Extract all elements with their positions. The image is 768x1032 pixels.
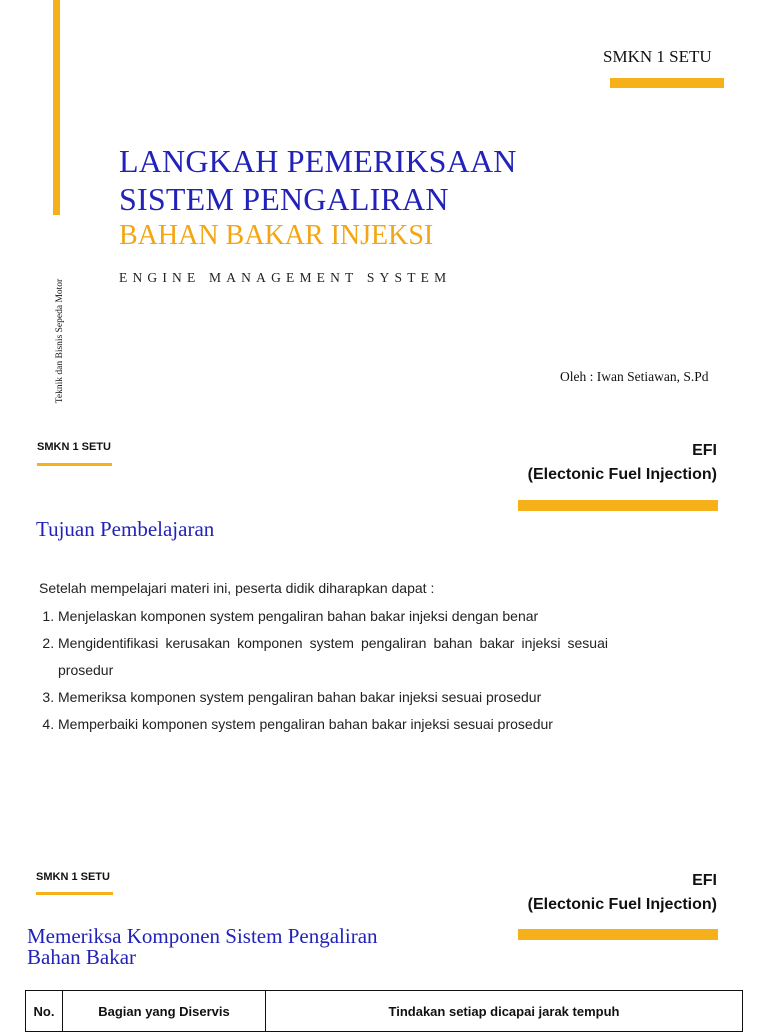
table-header-row	[26, 991, 743, 1032]
subtitle: ENGINE MANAGEMENT SYSTEM	[119, 270, 452, 285]
vertical-accent-bar	[53, 0, 60, 215]
slide3-efi: EFI	[692, 872, 717, 889]
slide2-efi-heading	[528, 439, 717, 487]
slide3-title-line-2: Bahan Bakar	[27, 945, 137, 969]
goal-item: 3. Memeriksa komponen system pengaliran bahan bakar injeksi sesuai prosedur	[58, 684, 608, 711]
title-line-2: SISTEM PENGALIRAN	[119, 181, 449, 217]
author: Oleh : Iwan Setiawan, S.Pd	[560, 369, 709, 384]
slide2-school-underline	[37, 463, 112, 466]
slide3-efi-heading	[528, 869, 717, 917]
goal-item: 1. Menjelaskan komponen system pengaliran bahan bakar injeksi dengan benar	[58, 603, 608, 630]
title-line-1: LANGKAH PEMERIKSAAN	[119, 143, 517, 179]
slide3-school-name: SMKN 1 SETU	[36, 871, 110, 883]
main-title	[119, 142, 517, 218]
slide3-efi-full: (Electonic Fuel Injection)	[527, 896, 717, 913]
title-line-3: BAHAN BAKAR INJEKSI	[119, 220, 434, 251]
table-header-action: Tindakan setiap dicapai jarak tempuh	[266, 991, 743, 1032]
table-header-no: No.	[26, 991, 63, 1032]
school-name: SMKN 1 SETU	[603, 47, 712, 66]
goal-item: 4. Memperbaiki komponen system pengaliran bahan bakar injeksi sesuai prosedur	[58, 711, 608, 738]
school-underline	[610, 78, 724, 88]
slide2-section-title: Tujuan Pembelajaran	[36, 517, 215, 541]
slide2-school-name: SMKN 1 SETU	[37, 441, 111, 453]
slide3-section-title	[27, 926, 378, 968]
goals-intro: Setelah mempelajari materi ini, peserta didik diharapkan dapat :	[39, 580, 435, 596]
slide3-school-underline	[36, 892, 113, 895]
table-header-part: Bagian yang Diservis	[63, 991, 266, 1032]
slide3-efi-underline	[518, 929, 718, 940]
slide3-title-line-1: Memeriksa Komponen Sistem Pengaliran	[27, 924, 378, 948]
service-table	[25, 990, 743, 1032]
slide2-efi-underline	[518, 500, 718, 511]
vertical-label: Teknik dan Bisnis Sepeda Motor	[55, 278, 65, 404]
goal-item: 2. Mengidentifikasi kerusakan komponen system pengaliran bahan bakar injeksi sesuai prosedur	[58, 630, 608, 684]
slide2-efi-full: (Electonic Fuel Injection)	[527, 466, 717, 483]
slide2-efi: EFI	[692, 442, 717, 459]
goals-list	[38, 603, 608, 738]
